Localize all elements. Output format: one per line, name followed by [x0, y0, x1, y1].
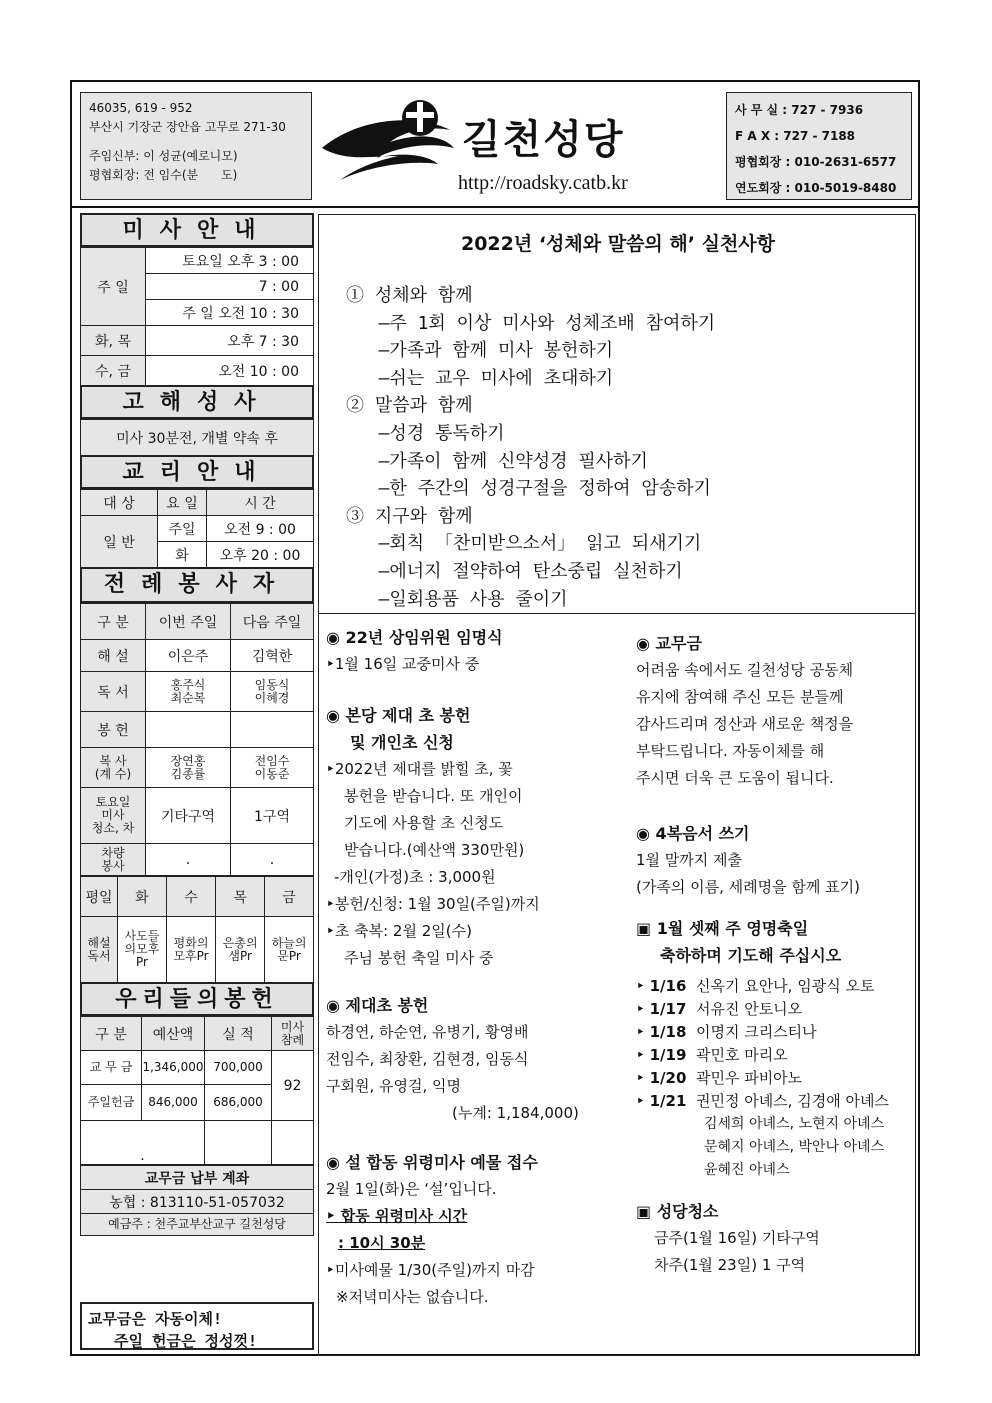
right-column — [636, 630, 889, 1279]
off-r1: 교 무 금 — [81, 1051, 142, 1085]
comm-now: 이은주 — [146, 640, 231, 672]
news2-l6: ‣봉헌/신청: 1월 30일(주일)까지 — [326, 895, 540, 913]
right3-title: ▣ 1월 셋째 주 영명축일 — [636, 919, 809, 938]
lit-commentary: 해 설 — [81, 640, 146, 672]
wk-fri-val: 하늘의 문Pr — [265, 917, 314, 983]
clean-next: 1구역 — [231, 788, 314, 844]
feast-row: ‣ 1/20 곽민우 파비아노 — [636, 1069, 803, 1087]
pastor: 주임신부: 이 성균(예로니모) — [89, 149, 238, 163]
wk-fri: 금 — [265, 877, 314, 917]
cat-r1-day: 주일 — [158, 516, 207, 542]
note-line-2: 주일 헌금은 정성껏! — [114, 1332, 258, 1350]
car-next: . — [231, 844, 314, 876]
cat-r2-time: 오후 20 : 00 — [207, 542, 314, 568]
right1-l1: 어려움 속에서도 길천성당 공동체 — [636, 661, 854, 679]
account-holder: 예금주 : 천주교부산교구 길천성당 — [81, 1214, 314, 1236]
news1-title: ◉ 22년 상임위원 임명식 — [326, 628, 503, 647]
off-h2: 예산액 — [142, 1017, 205, 1051]
note-line-1: 교무금은 자동이체! — [88, 1310, 222, 1328]
wk-tue: 화 — [118, 877, 167, 917]
read-next: 임동식 이혜경 — [231, 672, 314, 712]
feast-date: 1/18 — [649, 1023, 687, 1041]
news4-l3: : 10시 30분 — [338, 1234, 426, 1252]
lit-h3: 다음 주일 — [231, 604, 314, 640]
feast-row: ‣ 1/16 신옥기 요안나, 임광식 오토 — [636, 977, 875, 995]
wk-wed: 수 — [166, 877, 215, 917]
off-dot: . — [81, 1121, 205, 1165]
sat-mass-2: 7 : 00 — [146, 274, 314, 300]
news3-title: ◉ 제대초 봉헌 — [326, 996, 429, 1015]
feast-more-1: 김세희 아녜스, 노현지 아녜스 — [704, 1116, 885, 1132]
right1-l2: 유지에 참여해 주신 모든 분들께 — [636, 688, 844, 706]
account-number: 농협 : 813110-51-057032 — [81, 1190, 314, 1214]
serv-now: 장연홍 김종률 — [146, 748, 231, 788]
feast-list — [636, 975, 889, 1182]
right1-l4: 부탁드립니다. 자동이체를 해 — [636, 742, 825, 760]
feast-row: ‣ 1/18 이명지 크리스티나 — [636, 1023, 817, 1041]
news2-l5: -개인(가정)초 : 3,000원 — [334, 868, 496, 886]
wk-row-label: 해설 독서 — [81, 917, 118, 983]
lit-server: 복 사 (계 수) — [81, 748, 146, 788]
feast-row: ‣ 1/19 곽민호 마리오 — [636, 1046, 788, 1064]
catechism-table — [80, 489, 314, 568]
right3-title-2: 축하하며 기도해 주십시오 — [660, 946, 842, 965]
cat-target: 일 반 — [81, 516, 158, 568]
wk-wed-val: 평화의 모후Pr — [166, 917, 215, 983]
right2-l1: 1월 말까지 제출 — [636, 851, 743, 869]
right4-title: ▣ 성당청소 — [636, 1202, 719, 1221]
comm-next: 김혁한 — [231, 640, 314, 672]
council-president: 평협회장: 전 임수(분 도) — [89, 168, 238, 182]
wk-label: 평일 — [81, 877, 118, 917]
lit-h1: 구 분 — [81, 604, 146, 640]
news3-l1: 하경연, 하순연, 유병기, 황영배 — [326, 1023, 529, 1041]
news2-title-2: 및 개인초 신청 — [350, 733, 454, 752]
theme-list: ① 성체와 함께 ―주 1회 이상 미사와 성체조배 참여하기 ―가족과 함께 미사 봉헌하기 ―쉬는 교우 미사에 초대하기 ② 말씀과 함께 ―성경 통독하기 ―가족이 함께 신약성경 필사하기 ―한 주간의 성경구절을 정하여 암송하기 ③ 지구와 함께 ―회칙 「찬미받으소서」 읽고 되새기기 ―에너지 절약하여 탄소중립 실천하기 ―일회용품 사용 줄이기 — [346, 285, 716, 610]
lit-h2: 이번 주일 — [146, 604, 231, 640]
postal-code: 46035, 619 - 952 — [89, 101, 193, 115]
mass-section-title: 미사안내 — [80, 213, 314, 247]
church-url[interactable]: http://roadsky.catb.kr — [458, 172, 628, 194]
right1-l3: 감사드리며 정산과 새로운 책정을 — [636, 715, 854, 733]
feast-date: 1/21 — [649, 1092, 687, 1110]
off-r1-budget: 1,346,000 — [142, 1051, 205, 1085]
wedfri-mass: 오전 10 : 00 — [146, 356, 314, 386]
confession-text: 미사 30분전, 개별 약속 후 — [81, 420, 314, 456]
feast-names: 곽민우 파비아노 — [695, 1069, 803, 1087]
feast-row: ‣ 1/21 권민정 아녜스, 김경애 아녜스 — [636, 1092, 889, 1110]
catechism-section-title: 교리안내 — [80, 455, 314, 489]
news2-l8: 주님 봉헌 축일 미사 중 — [344, 949, 494, 967]
confession-section-title: 고해성사 — [80, 385, 314, 419]
council-phone: 평협회장 : 010-2631-6577 — [735, 155, 897, 169]
wk-thu: 목 — [216, 877, 265, 917]
news-column — [326, 624, 579, 1311]
feast-more-3: 윤혜진 아녜스 — [704, 1162, 790, 1178]
offering-section-title: 우리들의봉헌 — [80, 982, 314, 1016]
news3-l3: 구회원, 유영걸, 익명 — [326, 1077, 461, 1095]
news3-l2: 전임수, 최창환, 김현경, 임동식 — [326, 1050, 529, 1068]
wk-tue-val: 사도들 의모후 Pr — [118, 917, 167, 983]
news1-line: ‣1월 16일 교중미사 중 — [326, 655, 480, 673]
right2-l2: (가족의 이름, 세례명을 함께 표기) — [636, 878, 860, 896]
feast-names: 서유진 안토니오 — [695, 1000, 803, 1018]
sun-mass: 주 일 오전 10 : 30 — [146, 300, 314, 326]
off-r1-actual: 700,000 — [205, 1051, 272, 1085]
news2-l1: ‣2022년 제대를 밝힐 초, 꽃 — [326, 760, 513, 778]
sat-mass: 토요일 오후 3 : 00 — [146, 248, 314, 274]
clean-now: 기타구역 — [146, 788, 231, 844]
feast-date: 1/19 — [649, 1046, 687, 1064]
address-box — [80, 92, 312, 200]
off-h3: 실 적 — [205, 1017, 272, 1051]
cat-h3: 시 간 — [207, 490, 314, 516]
feast-more-2: 문혜지 아녜스, 박안나 아녜스 — [704, 1139, 885, 1155]
cat-h1: 대 상 — [81, 490, 158, 516]
feast-row: ‣ 1/17 서유진 안토니오 — [636, 1000, 803, 1018]
feast-names: 신옥기 요안나, 임광식 오토 — [695, 977, 875, 995]
news2-l4: 받습니다.(예산액 330만원) — [344, 841, 525, 859]
lit-reading: 독 서 — [81, 672, 146, 712]
feast-date: 1/20 — [649, 1069, 687, 1087]
news4-title: ◉ 설 합동 위령미사 예물 접수 — [326, 1153, 538, 1172]
mass-table — [80, 247, 314, 386]
wk-thu-val: 은총의 샘Pr — [216, 917, 265, 983]
cat-r2-day: 화 — [158, 542, 207, 568]
feast-date: 1/17 — [649, 1000, 687, 1018]
news3-l4: (누계: 1,184,000) — [452, 1104, 579, 1122]
news4-l5: ※저녁미사는 없습니다. — [336, 1288, 489, 1306]
news2-l3: 기도에 사용할 초 신청도 — [344, 814, 504, 832]
off-h4: 미사 참례 — [272, 1017, 314, 1051]
read-now: 홍주식 최순복 — [146, 672, 231, 712]
cat-h2: 요 일 — [158, 490, 207, 516]
right1-title: ◉ 교무금 — [636, 634, 702, 653]
lit-car: 차량 봉사 — [81, 844, 146, 876]
right2-title: ◉ 4복음서 쓰기 — [636, 824, 750, 843]
right4-l1: 금주(1월 16일) 기타구역 — [654, 1229, 820, 1247]
account-table — [80, 1165, 314, 1236]
weekday-table — [80, 876, 314, 983]
off-r2-actual: 686,000 — [205, 1085, 272, 1121]
news2-title: ◉ 본당 제대 초 봉헌 — [326, 706, 471, 725]
tuethu-label: 화, 목 — [81, 326, 146, 356]
reminder-note — [80, 1302, 314, 1350]
office-phone: 사 무 실 : 727 - 7936 — [735, 103, 864, 117]
news4-l2: ‣ 합동 위령미사 시간 — [326, 1207, 468, 1225]
fax-number: F A X : 727 - 7188 — [735, 129, 856, 143]
off-r2: 주일헌금 — [81, 1085, 142, 1121]
youth-phone: 연도회장 : 010-5019-8480 — [735, 181, 897, 195]
church-name: 길천성당 — [462, 116, 625, 163]
car-now: . — [146, 844, 231, 876]
right4-l2: 차주(1월 23일) 1 구역 — [654, 1256, 806, 1274]
news2-l2: 봉헌을 받습니다. 또 개인이 — [344, 787, 523, 805]
wedfri-label: 수, 금 — [81, 356, 146, 386]
liturgy-table — [80, 603, 314, 876]
right1-l5: 주시면 더욱 큰 도움이 됩니다. — [636, 769, 834, 787]
theme-title: 2022년 ‘성체와 말씀의 해’ 실천사항 — [460, 233, 776, 255]
address: 부산시 기장군 장안읍 고무로 271-30 — [89, 120, 286, 134]
news4-l4: ‣미사예물 1/30(주일)까지 마감 — [326, 1261, 535, 1279]
serv-next: 전임수 이동준 — [231, 748, 314, 788]
feast-names: 권민정 아녜스, 김경애 아녜스 — [695, 1092, 889, 1110]
tuethu-mass: 오후 7 : 30 — [146, 326, 314, 356]
liturgy-section-title: 전례봉사자 — [80, 567, 314, 603]
lit-offering: 봉 헌 — [81, 712, 146, 748]
feast-names: 이명지 크리스티나 — [695, 1023, 817, 1041]
news2-l7: ‣초 축복: 2월 2일(수) — [326, 922, 472, 940]
offering-table — [80, 1016, 314, 1165]
contact-box — [726, 92, 912, 200]
sunday-label: 주 일 — [81, 248, 146, 326]
header-divider — [70, 206, 920, 208]
news4-l1: 2월 1일(화)은 ‘설’입니다. — [326, 1180, 497, 1198]
account-title: 교무금 납부 계좌 — [81, 1166, 314, 1190]
lit-clean: 토요일 미사 청소, 차 — [81, 788, 146, 844]
feast-names: 곽민호 마리오 — [695, 1046, 788, 1064]
left-column — [80, 214, 314, 1236]
feast-date: 1/16 — [649, 977, 687, 995]
off-h1: 구 분 — [81, 1017, 142, 1051]
off-r2-budget: 846,000 — [142, 1085, 205, 1121]
off-attend: 92 — [272, 1051, 314, 1121]
cat-r1-time: 오전 9 : 00 — [207, 516, 314, 542]
